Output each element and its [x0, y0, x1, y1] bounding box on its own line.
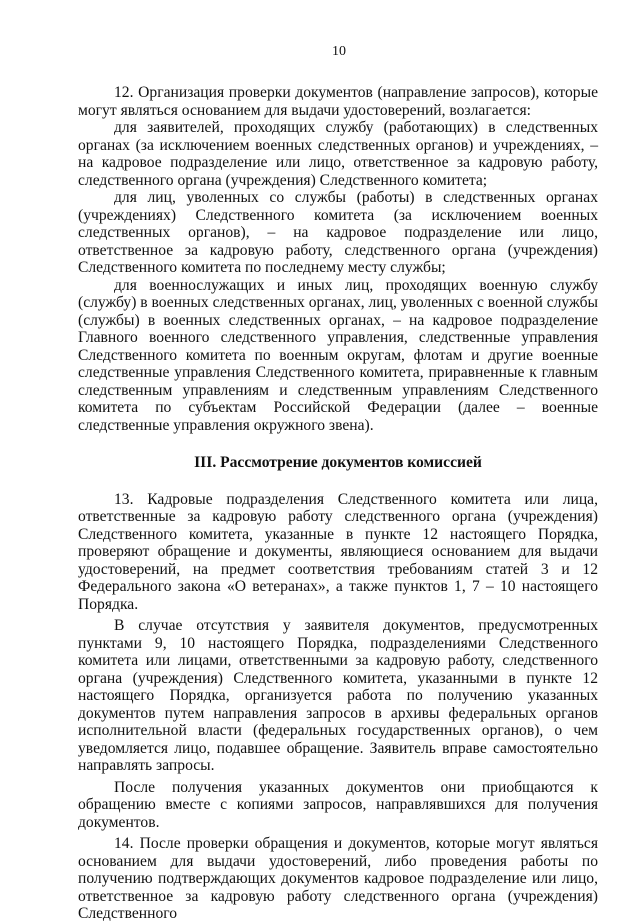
section-heading: III. Рассмотрение документов комиссией [194, 454, 482, 471]
paragraph-12-applicants-serving: для заявителей, проходящих службу (работающих) в следственных органах (за исключением военных следственных органов) и учреждениях, – на кадровое подразделение или лицо, ответственное за кадровую работу, следственного органа (учреждения) Следственного комитета; [78, 119, 598, 189]
paragraph-13-missing-documents: В случае отсутствия у заявителя документов, предусмотренных пунктами 9, 10 настоящего Порядка, подразделениями Следственного комитета или лицами, ответственными за кадровую работу, следственного органа (учреждения) Следственного комитета, указанными в пункте 12 настоящего Порядка, организуется работа по получению указанных документов путем направления запросов в архивы федеральных органов исполнительной власти (федеральных государственных органов), о чем уведомляется лицо, подавшее обращение. Заявитель вправе самостоятельно направлять запросы. [78, 617, 598, 774]
paragraph-12-intro: 12. Организация проверки документов (направление запросов), которые могут являться основанием для выдачи удостоверений, возлагается: [78, 84, 598, 119]
paragraph-13-after-receipt: После получения указанных документов они приобщаются к обращению вместе с копиями запросов, направлявшихся для получения документов. [78, 778, 598, 831]
paragraph-12-military-applicants: для военнослужащих и иных лиц, проходящих военную службу (службу) в военных следственных органах, лиц, уволенных с военной службы (службы) в военных следственных органах, – на кадровое подразделение Главного военного следственного управления, следственные управления Следственного комитета по военным округам, флотам и другие военные следственные управления Следственного комитета, приравненные к главным следственным управлениям и следственным управлениям Следственного комитета по субъектам Российской Федерации (далее – военные следственные управления окружного звена). [78, 276, 598, 434]
page-number: 10 [332, 44, 346, 59]
paragraph-14: 14. После проверки обращения и документов, которые могут являться основанием для выдачи удостоверений, либо проведения работы по получению подтверждающих документов кадровое подразделение или лицо, ответственное за кадровую работу следственного органа (учреждения) Следственного [78, 835, 598, 922]
paragraph-12-applicants-dismissed: для лиц, уволенных со службы (работы) в следственных органах (учреждениях) Следственного комитета (за исключением военных следственных органов), – на кадровое подразделение или лицо, ответственное за кадровую работу, следственного органа (учреждения) Следственного комитета по последнему месту службы; [78, 189, 598, 276]
document-body [78, 84, 598, 923]
paragraph-13: 13. Кадровые подразделения Следственного комитета или лица, ответственные за кадровую работу следственного органа (учреждения) Следственного комитета, указанные в пункте 12 настоящего Порядка, проверяют обращение и документы, являющиеся основанием для выдачи удостоверений, на предмет соответствия требованиям статей 3 и 12 Федерального закона «О ветеранах», а также пунктов 1, 7 – 10 настоящего Порядка. [78, 490, 598, 613]
